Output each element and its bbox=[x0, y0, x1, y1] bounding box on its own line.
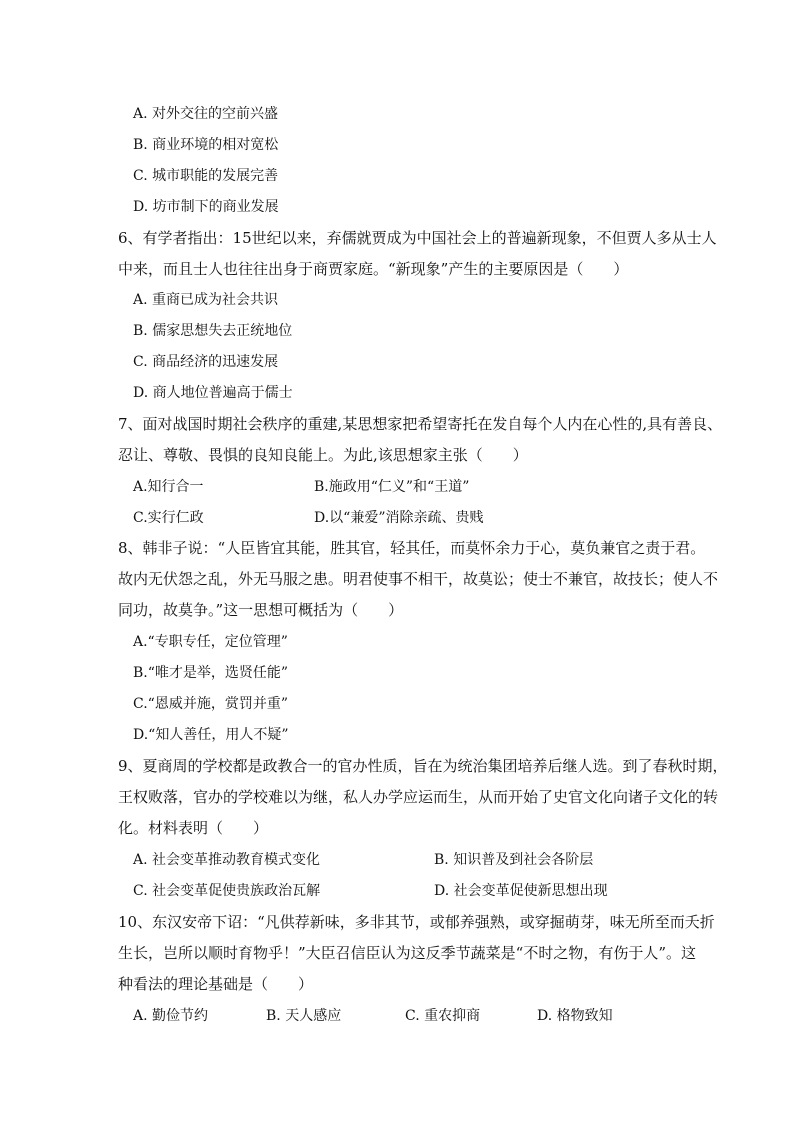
q7-option-c: C.实行仁政 bbox=[133, 510, 204, 526]
q8-stem-line-1: 8、韩非子说：“人臣皆宜其能，胜其官，轻其任，而莫怀余力于心，莫负兼官之责于君。 bbox=[118, 539, 706, 557]
q8-option-d: D.“知人善任，用人不疑” bbox=[133, 727, 289, 743]
q10-stem-line-2: 生长，岂所以顺时育物乎！”大臣召信臣认为这反季节蔬菜是“不时之物，有伤于人”。这 bbox=[118, 944, 697, 962]
q9-option-d: D. 社会变革促使新思想出现 bbox=[434, 883, 608, 899]
q9-stem-line-3: 化。材料表明（ ） bbox=[118, 819, 269, 837]
q6-option-c: C. 商品经济的迅速发展 bbox=[133, 354, 279, 370]
q5-option-b: B. 商业环境的相对宽松 bbox=[133, 137, 279, 153]
q5-option-d: D. 坊市制下的商业发展 bbox=[133, 199, 279, 215]
q8-option-a: A.“专职专任，定位管理” bbox=[133, 634, 288, 650]
q10-stem-line-1: 10、东汉安帝下诏：“凡供荐新味，多非其节，或郁养强熟，或穿掘萌芽，味无所至而夭折 bbox=[118, 913, 715, 931]
q6-option-b: B. 儒家思想失去正统地位 bbox=[133, 323, 293, 339]
q10-option-c: C. 重农抑商 bbox=[405, 1008, 481, 1024]
q9-option-a: A. 社会变革推动教育模式变化 bbox=[133, 852, 321, 868]
q7-option-a: A.知行合一 bbox=[133, 479, 204, 495]
q8-option-b: B.“唯才是举，选贤任能” bbox=[133, 665, 289, 681]
q7-stem-line-2: 忍让、尊敬、畏惧的良知良能上。为此,该思想家主张（ ） bbox=[118, 446, 528, 464]
q7-stem-line-1: 7、面对战国时期社会秩序的重建,某思想家把希望寄托在发自每个人内在心性的,具有善良、 bbox=[118, 415, 723, 433]
q6-option-a: A. 重商已成为社会共识 bbox=[133, 292, 279, 308]
q5-option-a: A. 对外交往的空前兴盛 bbox=[133, 106, 279, 122]
q7-option-d: D.以“兼爱”消除亲疏、贵贱 bbox=[314, 510, 484, 526]
q10-option-a: A. 勤俭节约 bbox=[133, 1008, 209, 1024]
q7-option-b: B.施政用“仁义”和“王道” bbox=[314, 479, 470, 495]
q6-stem-line-2: 中来，而且士人也往往出身于商贾家庭。“新现象”产生的主要原因是（ ） bbox=[118, 260, 629, 278]
q8-stem-line-2: 故内无伏怨之乱，外无马服之患。明君使事不相干，故莫讼；使士不兼官，故技长；使人不 bbox=[118, 570, 719, 588]
q5-option-c: C. 城市职能的发展完善 bbox=[133, 168, 279, 184]
q10-stem-line-3: 种看法的理论基础是（ ） bbox=[118, 975, 314, 993]
q6-option-d: D. 商人地位普遍高于儒士 bbox=[133, 385, 293, 401]
q10-option-d: D. 格物致知 bbox=[537, 1008, 613, 1024]
q10-option-b: B. 天人感应 bbox=[266, 1008, 342, 1024]
q8-option-c: C.“恩威并施，赏罚并重” bbox=[133, 696, 288, 712]
q6-stem-line-1: 6、有学者指出：15世纪以来，弃儒就贾成为中国社会上的普遍新现象，不但贾人多从士人 bbox=[118, 229, 717, 247]
q9-option-b: B. 知识普及到社会各阶层 bbox=[434, 852, 594, 868]
q9-stem-line-2: 王权败落，官办的学校难以为继，私人办学应运而生，从而开始了史官文化向诸子文化的转 bbox=[118, 788, 719, 806]
q9-stem-line-1: 9、夏商周的学校都是政教合一的官办性质，旨在为统治集团培养后继人选。到了春秋时期， bbox=[118, 757, 728, 775]
q9-option-c: C. 社会变革促使贵族政治瓦解 bbox=[133, 883, 321, 899]
q8-stem-line-3: 同功，故莫争。”这一思想可概括为（ ） bbox=[118, 601, 404, 619]
